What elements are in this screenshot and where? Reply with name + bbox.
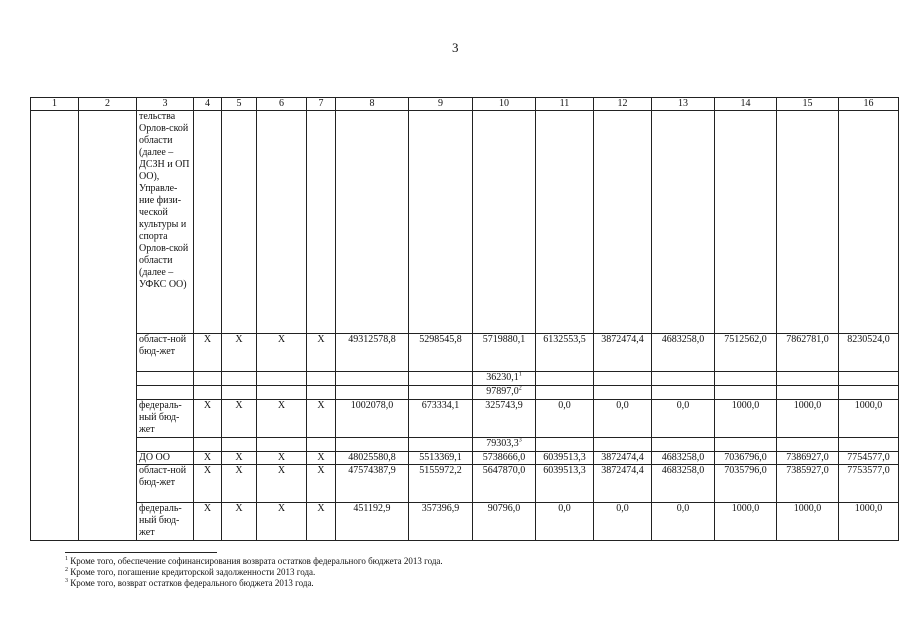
table-cell: 0,0 [536, 400, 594, 438]
table-cell: 47574387,9 [336, 465, 409, 503]
table-cell: 0,0 [594, 503, 652, 541]
table-cell: 49312578,8 [336, 334, 409, 372]
header-cell: 5 [222, 98, 257, 111]
row-label: област-ной бюд-жет [137, 465, 194, 503]
table-cell: 6039513,3 [536, 465, 594, 503]
table-cell: 7753577,0 [839, 465, 899, 503]
table-row [31, 400, 899, 438]
table-row [31, 372, 899, 386]
table-cell: Х [222, 503, 257, 541]
table-cell: Х [194, 452, 222, 465]
table-cell: 5155972,2 [409, 465, 473, 503]
table-cell: 6039513,3 [536, 452, 594, 465]
table-cell: 4683258,0 [652, 465, 715, 503]
table-cell: 1002078,0 [336, 400, 409, 438]
table-cell: 5738666,0 [473, 452, 536, 465]
table-cell: Х [307, 400, 336, 438]
footnote: $^2$ Кроме того, погашение кредиторской задолженности 2013 года. [65, 567, 316, 577]
header-cell: 4 [194, 98, 222, 111]
table-cell: 1000,0 [839, 400, 899, 438]
table-cell: 7035796,0 [715, 465, 777, 503]
header-cell: 7 [307, 98, 336, 111]
row-label: федераль-ный бюд-жет [137, 400, 194, 438]
table-cell: Х [257, 503, 307, 541]
table-cell: 1000,0 [839, 503, 899, 541]
table-cell: 1000,0 [715, 400, 777, 438]
agency-name-cell: тельства Орлов-ской области (далее – ДСЗН и ОП ОО), Управле-ние физи-ческой культуры и спорта Орлов-ской области (далее – УФКС ОО) [137, 111, 194, 334]
table-cell: 0,0 [594, 400, 652, 438]
row-label: ДО ОО [137, 452, 194, 465]
table-cell: 3872474,4 [594, 334, 652, 372]
row-label: област-ной бюд-жет [137, 334, 194, 372]
table-row [31, 452, 899, 465]
table-cell: 97897,0$^2$ [473, 386, 536, 400]
table-cell: 90796,0 [473, 503, 536, 541]
table-cell: Х [194, 503, 222, 541]
footnotes [65, 556, 443, 589]
header-cell: 13 [652, 98, 715, 111]
table-cell: 0,0 [652, 400, 715, 438]
table-cell: Х [257, 400, 307, 438]
table-cell [79, 111, 137, 541]
table-row [31, 503, 899, 541]
table-cell: 3872474,4 [594, 465, 652, 503]
table-cell: 7385927,0 [777, 465, 839, 503]
table-row [31, 386, 899, 400]
table-cell: 451192,9 [336, 503, 409, 541]
footnote-divider [65, 552, 217, 553]
header-cell: 1 [31, 98, 79, 111]
page-number: 3 [452, 40, 459, 55]
table-cell [31, 111, 79, 541]
table-cell: 3872474,4 [594, 452, 652, 465]
table-cell: 325743,9 [473, 400, 536, 438]
table-cell: 79303,3$^3$ [473, 438, 536, 452]
table-cell: Х [222, 400, 257, 438]
table-cell: Х [222, 452, 257, 465]
table-row [31, 465, 899, 503]
table-cell: 357396,9 [409, 503, 473, 541]
header-cell: 15 [777, 98, 839, 111]
table-cell: Х [307, 503, 336, 541]
table-cell: 0,0 [652, 503, 715, 541]
table-cell: Х [257, 334, 307, 372]
table-row [31, 334, 899, 372]
table-cell: Х [194, 334, 222, 372]
table-cell: Х [257, 452, 307, 465]
table-cell: Х [307, 465, 336, 503]
table-row [31, 111, 899, 334]
table-row [31, 438, 899, 452]
table-cell: 36230,1$^1$ [473, 372, 536, 386]
header-cell: 10 [473, 98, 536, 111]
table-cell: 4683258,0 [652, 452, 715, 465]
header-cell: 14 [715, 98, 777, 111]
header-cell: 12 [594, 98, 652, 111]
table-cell: Х [307, 452, 336, 465]
header-cell: 6 [257, 98, 307, 111]
table-cell: Х [222, 465, 257, 503]
header-cell: 2 [79, 98, 137, 111]
row-label: федераль-ный бюд-жет [137, 503, 194, 541]
table-cell: 673334,1 [409, 400, 473, 438]
table-cell: 7036796,0 [715, 452, 777, 465]
header-cell: 3 [137, 98, 194, 111]
table-cell: 7386927,0 [777, 452, 839, 465]
budget-table [30, 97, 899, 541]
table-cell: 4683258,0 [652, 334, 715, 372]
table-cell: 48025580,8 [336, 452, 409, 465]
table-cell: Х [257, 465, 307, 503]
table-cell: 7754577,0 [839, 452, 899, 465]
table-cell: 7862781,0 [777, 334, 839, 372]
footnote: $^3$ Кроме того, возврат остатков федерального бюджета 2013 года. [65, 578, 314, 588]
footnote: $^1$ Кроме того, обеспечение софинансирования возврата остатков федерального бюджета 2013 года. [65, 556, 443, 566]
table-header-row [31, 98, 899, 111]
table-cell: 1000,0 [777, 400, 839, 438]
header-cell: 16 [839, 98, 899, 111]
table-cell: 7512562,0 [715, 334, 777, 372]
header-cell: 11 [536, 98, 594, 111]
table-cell: Х [222, 334, 257, 372]
header-cell: 9 [409, 98, 473, 111]
table-cell: 5719880,1 [473, 334, 536, 372]
table-cell: 5513369,1 [409, 452, 473, 465]
table-cell: Х [307, 334, 336, 372]
header-cell: 8 [336, 98, 409, 111]
table-cell: 5298545,8 [409, 334, 473, 372]
table-cell: 1000,0 [777, 503, 839, 541]
table-cell: 1000,0 [715, 503, 777, 541]
table-cell: 8230524,0 [839, 334, 899, 372]
table-cell: 0,0 [536, 503, 594, 541]
table-cell: 6132553,5 [536, 334, 594, 372]
table-cell: Х [194, 465, 222, 503]
table-cell: Х [194, 400, 222, 438]
table-cell: 5647870,0 [473, 465, 536, 503]
